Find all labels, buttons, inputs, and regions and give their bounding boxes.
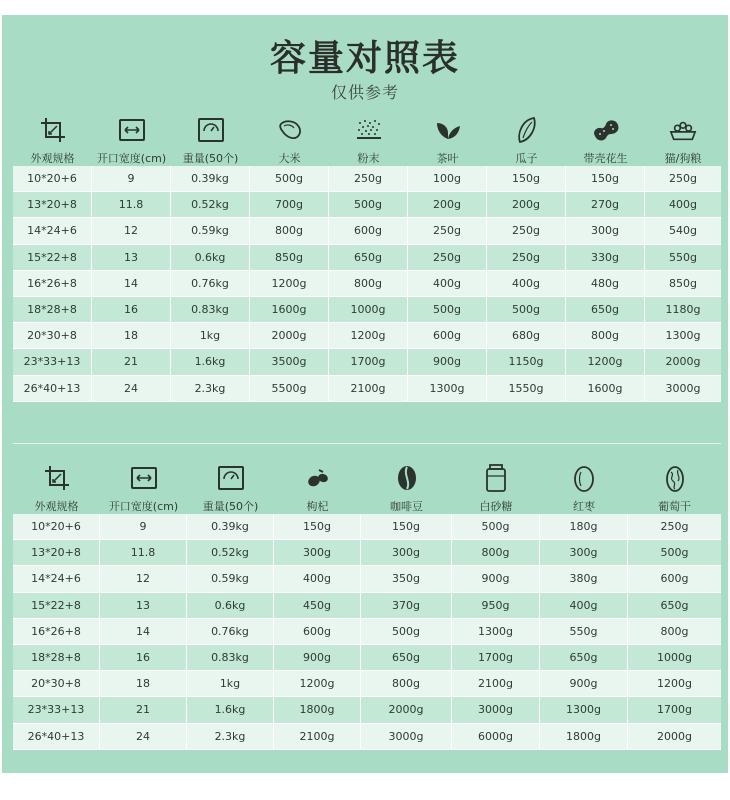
table-cell: 1800g [540, 724, 628, 750]
pet-food-icon [669, 116, 697, 144]
table-cell: 14 [92, 271, 171, 297]
column-header [540, 460, 628, 514]
table-cell: 0.83kg [171, 297, 250, 323]
table-cell: 700g [250, 192, 329, 218]
table-cell: 21 [92, 349, 171, 375]
table-cell: 18*28+8 [13, 645, 100, 671]
column-header-label: 带壳花生 [583, 152, 628, 165]
table-cell: 500g [452, 514, 540, 540]
table-cell: 1150g [487, 349, 566, 375]
table-cell: 350g [361, 566, 452, 592]
column-header-label: 红枣 [573, 500, 595, 513]
table-cell: 150g [361, 514, 452, 540]
table-cell: 1800g [274, 697, 361, 723]
table-cell: 900g [274, 645, 361, 671]
table-cell: 12 [92, 218, 171, 244]
table-cell: 13*20+8 [13, 192, 92, 218]
table-cell: 11.8 [100, 540, 187, 566]
column-header-label: 大米 [278, 152, 301, 165]
table-cell: 20*30+8 [13, 671, 100, 697]
column-header [329, 112, 408, 166]
table-cell: 300g [566, 218, 645, 244]
table-cell: 13 [92, 245, 171, 271]
table-cell: 330g [566, 245, 645, 271]
table-cell: 5500g [250, 376, 329, 402]
table-cell: 20*30+8 [13, 323, 92, 349]
table-row [13, 671, 721, 697]
table-cell: 250g [628, 514, 721, 540]
column-header-label: 外观规格 [30, 152, 75, 165]
crop-icon [43, 464, 71, 492]
table-cell: 800g [566, 323, 645, 349]
column-header [645, 112, 721, 166]
capacity-table-2 [13, 460, 721, 750]
table-cell: 1700g [452, 645, 540, 671]
table-cell: 550g [540, 619, 628, 645]
table-row [13, 166, 721, 192]
table-cell: 3000g [452, 697, 540, 723]
table-cell: 150g [487, 166, 566, 192]
table-cell: 950g [452, 593, 540, 619]
column-header-label: 白砂糖 [479, 500, 513, 513]
table-cell: 800g [250, 218, 329, 244]
table-cell: 1200g [274, 671, 361, 697]
table-cell: 250g [487, 245, 566, 271]
table-cell: 680g [487, 323, 566, 349]
table-cell: 14 [100, 619, 187, 645]
page-title: 容量对照表 [269, 38, 460, 79]
table-cell: 180g [540, 514, 628, 540]
table-cell: 650g [361, 645, 452, 671]
table-row [13, 245, 721, 271]
table-row [13, 192, 721, 218]
column-header [187, 460, 274, 514]
column-header-label: 开口宽度(cm) [108, 500, 179, 513]
column-header [171, 112, 250, 166]
table-cell: 2000g [250, 323, 329, 349]
table-cell: 600g [628, 566, 721, 592]
table-cell: 0.6kg [187, 593, 274, 619]
table-cell: 0.6kg [171, 245, 250, 271]
table-cell: 300g [540, 540, 628, 566]
scale-icon [217, 464, 245, 492]
table-cell: 250g [408, 218, 487, 244]
rice-icon [276, 116, 304, 144]
table-cell: 18 [92, 323, 171, 349]
column-header-label: 瓜子 [515, 152, 538, 165]
table-cell: 3000g [361, 724, 452, 750]
table-row [13, 566, 721, 592]
column-header-label: 粉末 [357, 152, 380, 165]
table-cell: 540g [645, 218, 721, 244]
table-cell: 1200g [329, 323, 408, 349]
table-cell: 13 [100, 593, 187, 619]
capacity-table-1 [13, 112, 721, 402]
goji-icon [304, 464, 332, 492]
table-cell: 400g [540, 593, 628, 619]
column-header [13, 460, 100, 514]
table-header-row [13, 460, 721, 514]
scale-icon [197, 116, 225, 144]
raisin-icon [661, 464, 689, 492]
tea-leaf-icon [434, 116, 462, 144]
table-cell: 16 [92, 297, 171, 323]
table-cell: 21 [100, 697, 187, 723]
table-cell: 900g [408, 349, 487, 375]
table-cell: 1180g [645, 297, 721, 323]
table-row [13, 323, 721, 349]
column-header-label: 葡萄干 [658, 500, 691, 513]
width-arrows-icon [130, 464, 158, 492]
table-cell: 1300g [408, 376, 487, 402]
table-cell: 15*22+8 [13, 593, 100, 619]
table-cell: 10*20+6 [13, 514, 100, 540]
table-cell: 16*26+8 [13, 619, 100, 645]
table-cell: 9 [92, 166, 171, 192]
table-cell: 9 [100, 514, 187, 540]
table-cell: 1.6kg [187, 697, 274, 723]
table-cell: 400g [487, 271, 566, 297]
table-row [13, 619, 721, 645]
table-cell: 1550g [487, 376, 566, 402]
table-cell: 650g [540, 645, 628, 671]
column-header [250, 112, 329, 166]
table-cell: 0.52kg [187, 540, 274, 566]
table-cell: 0.76kg [187, 619, 274, 645]
table-cell: 16*26+8 [13, 271, 92, 297]
table-cell: 250g [408, 245, 487, 271]
table-cell: 1000g [628, 645, 721, 671]
table-cell: 0.39kg [187, 514, 274, 540]
table-cell: 16 [100, 645, 187, 671]
table-cell: 480g [566, 271, 645, 297]
table-cell: 0.59kg [171, 218, 250, 244]
table-cell: 11.8 [92, 192, 171, 218]
table-row [13, 593, 721, 619]
table-cell: 850g [250, 245, 329, 271]
table-row [13, 218, 721, 244]
table-cell: 600g [274, 619, 361, 645]
table-cell: 1300g [452, 619, 540, 645]
column-header-label: 重量(50个) [182, 152, 239, 165]
table-cell: 650g [329, 245, 408, 271]
table-cell: 650g [628, 593, 721, 619]
table-cell: 23*33+13 [13, 349, 92, 375]
column-header-label: 开口宽度(cm) [96, 152, 167, 165]
table-cell: 1200g [566, 349, 645, 375]
table-cell: 6000g [452, 724, 540, 750]
table-cell: 26*40+13 [13, 724, 100, 750]
table-cell: 1300g [540, 697, 628, 723]
table-cell: 500g [628, 540, 721, 566]
table-cell: 600g [408, 323, 487, 349]
peanut-icon [592, 116, 620, 144]
table-cell: 900g [452, 566, 540, 592]
table-cell: 1700g [628, 697, 721, 723]
table-cell: 500g [250, 166, 329, 192]
table-cell: 500g [361, 619, 452, 645]
table-cell: 150g [274, 514, 361, 540]
column-header [100, 460, 187, 514]
table-cell: 15*22+8 [13, 245, 92, 271]
table-cell: 0.39kg [171, 166, 250, 192]
powder-icon [355, 116, 383, 144]
table-cell: 850g [645, 271, 721, 297]
crop-icon [39, 116, 67, 144]
table-header-row [13, 112, 721, 166]
table-row [13, 697, 721, 723]
table-cell: 24 [92, 376, 171, 402]
table-cell: 2000g [645, 349, 721, 375]
table-cell: 800g [628, 619, 721, 645]
table-cell: 12 [100, 566, 187, 592]
seed-icon [513, 116, 541, 144]
column-header [452, 460, 540, 514]
sugar-jar-icon [482, 464, 510, 492]
column-header [566, 112, 645, 166]
table-cell: 150g [566, 166, 645, 192]
table-cell: 2100g [452, 671, 540, 697]
table-row [13, 645, 721, 671]
coffee-bean-icon [393, 464, 421, 492]
table-cell: 650g [566, 297, 645, 323]
column-header [13, 112, 92, 166]
table-cell: 300g [274, 540, 361, 566]
table-cell: 500g [329, 192, 408, 218]
table-cell: 500g [408, 297, 487, 323]
table-cell: 200g [408, 192, 487, 218]
table-cell: 380g [540, 566, 628, 592]
table-cell: 18 [100, 671, 187, 697]
table-row [13, 724, 721, 750]
column-header [628, 460, 721, 514]
table-cell: 550g [645, 245, 721, 271]
table-cell: 800g [452, 540, 540, 566]
table-cell: 0.76kg [171, 271, 250, 297]
table-cell: 1000g [329, 297, 408, 323]
table-cell: 0.59kg [187, 566, 274, 592]
width-arrows-icon [118, 116, 146, 144]
column-header [274, 460, 361, 514]
table-cell: 2100g [329, 376, 408, 402]
table-cell: 1200g [628, 671, 721, 697]
table-row [13, 376, 721, 402]
table-cell: 13*20+8 [13, 540, 100, 566]
column-header-label: 枸杞 [306, 500, 329, 513]
column-header-label: 猫/狗粮 [664, 152, 702, 165]
table-cell: 900g [540, 671, 628, 697]
table-cell: 1.6kg [171, 349, 250, 375]
jujube-icon [570, 464, 598, 492]
table-cell: 1300g [645, 323, 721, 349]
table-cell: 1kg [187, 671, 274, 697]
table-row [13, 349, 721, 375]
table-cell: 250g [645, 166, 721, 192]
section-divider [13, 443, 721, 444]
column-header [361, 460, 452, 514]
table-cell: 1700g [329, 349, 408, 375]
table-cell: 1600g [566, 376, 645, 402]
table-cell: 400g [645, 192, 721, 218]
table-row [13, 514, 721, 540]
table-cell: 800g [329, 271, 408, 297]
table-row [13, 540, 721, 566]
table-cell: 400g [408, 271, 487, 297]
table-cell: 2000g [361, 697, 452, 723]
table-cell: 26*40+13 [13, 376, 92, 402]
table-cell: 2000g [628, 724, 721, 750]
column-header-label: 重量(50个) [202, 500, 259, 513]
table-cell: 18*28+8 [13, 297, 92, 323]
table-cell: 14*24+6 [13, 218, 92, 244]
table-cell: 3000g [645, 376, 721, 402]
table-cell: 400g [274, 566, 361, 592]
table-cell: 370g [361, 593, 452, 619]
column-header [487, 112, 566, 166]
table-cell: 23*33+13 [13, 697, 100, 723]
column-header-label: 咖啡豆 [390, 500, 423, 513]
table-cell: 0.83kg [187, 645, 274, 671]
table-cell: 300g [361, 540, 452, 566]
table-cell: 100g [408, 166, 487, 192]
table-cell: 1kg [171, 323, 250, 349]
table-cell: 450g [274, 593, 361, 619]
table-cell: 2.3kg [187, 724, 274, 750]
table-cell: 0.52kg [171, 192, 250, 218]
column-header-label: 茶叶 [436, 152, 459, 165]
table-cell: 3500g [250, 349, 329, 375]
table-cell: 600g [329, 218, 408, 244]
column-header [408, 112, 487, 166]
table-cell: 250g [329, 166, 408, 192]
table-cell: 800g [361, 671, 452, 697]
table-cell: 250g [487, 218, 566, 244]
page-subtitle: 仅供参考 [330, 83, 399, 102]
table-cell: 2100g [274, 724, 361, 750]
table-row [13, 271, 721, 297]
column-header [92, 112, 171, 166]
table-cell: 10*20+6 [13, 166, 92, 192]
table-cell: 1200g [250, 271, 329, 297]
table-row [13, 297, 721, 323]
table-cell: 500g [487, 297, 566, 323]
column-header-label: 外观规格 [34, 500, 79, 513]
table-cell: 270g [566, 192, 645, 218]
table-cell: 200g [487, 192, 566, 218]
table-cell: 2.3kg [171, 376, 250, 402]
table-cell: 24 [100, 724, 187, 750]
table-cell: 1600g [250, 297, 329, 323]
table-cell: 14*24+6 [13, 566, 100, 592]
